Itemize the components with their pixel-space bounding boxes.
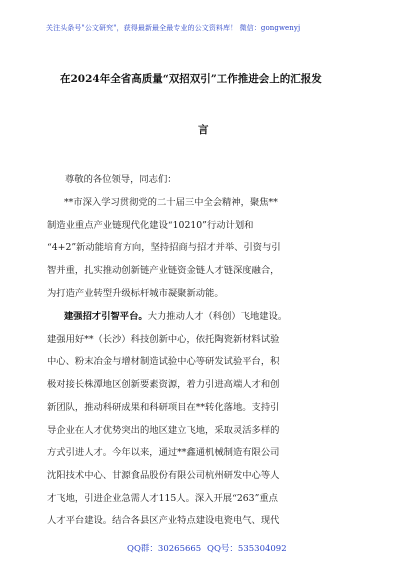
salutation (47, 169, 367, 192)
footer-qq-group: QQ群：30265665 (127, 544, 202, 554)
document-title-line-2: 言 (198, 124, 209, 136)
paragraph-line: 制造业重点产业链现代化建设“10210”行动计划和 (47, 219, 254, 231)
document-title-line-1: 在2024年全省高质量“双招双引”工作推进会上的汇报发 (60, 73, 322, 85)
paragraph-line: **市深入学习贯彻党的二十届三中全会精神，聚焦** (64, 197, 278, 208)
paragraph-line: 智并重，扎实推动创新链产业链资金链人才链深度融合， (47, 265, 280, 277)
paragraph-line-first (47, 306, 367, 329)
paragraph-line: 中心、粉末冶金与增材制造试验中心等研发试验平台，积 (47, 356, 280, 368)
paragraph-line: “4+2”新动能培育方向，坚持招商与招才并举、引资与引 (47, 242, 281, 254)
footer-qq-number: QQ号：535304092 (207, 544, 287, 554)
paragraph-2 (47, 306, 367, 533)
paragraph-line: 建强用好**（长沙）科技创新中心，依托陶瓷新材料试验 (47, 333, 280, 345)
paragraph-line: 新团队，推动科研成果和科研项目在**转化落地。支持引 (47, 401, 280, 413)
paragraph-1 (47, 192, 367, 306)
paragraph-line: 人才平台建设。结合各县区产业特点建设电瓷电气、现代 (47, 515, 280, 527)
paragraph-line: 极对接长株潭地区创新要素资源，着力引进高端人才和创 (47, 379, 280, 391)
salutation-text: 尊敬的各位领导，同志们： (65, 174, 177, 185)
paragraph-line: 沈阳技术中心、甘源食品股份有限公司杭州研发中心等人 (47, 469, 280, 481)
paragraph-heading: 建强招才引智平台。 (64, 311, 148, 322)
paragraph-line: 大力推动人才（科创）飞地建设。 (147, 311, 288, 322)
paragraph-line: 为打造产业转型升级标杆城市凝聚新动能。 (47, 287, 224, 299)
header-banner: 关注头条号"公文研究"，获得最新最全最专业的公文资料库！ 微信：gongwenyj (46, 24, 301, 32)
paragraph-line: 方式引进人才。今年以来，通过**鑫通机械制造有限公司 (47, 447, 280, 459)
paragraph-line: 导企业在人才优势突出的地区建立飞地，采取灵活多样的 (47, 424, 280, 436)
paragraph-line: 才飞地，引进企业急需人才115人。深入开展“263”重点 (47, 492, 278, 504)
